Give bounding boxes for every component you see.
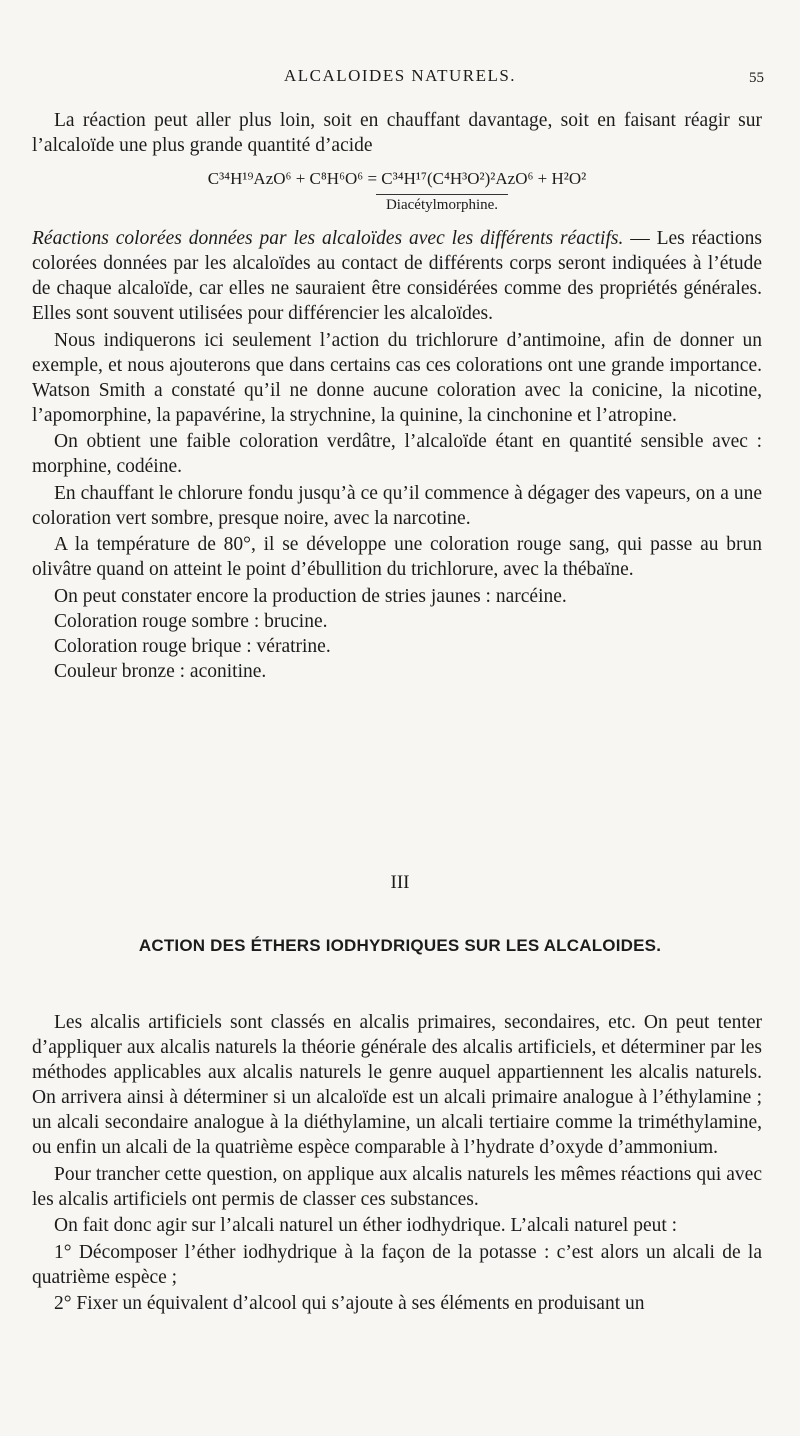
paragraph: Les alcalis artificiels sont classés en alcalis primaires, secondaires, etc. On peut tenter d’appliquer aux alcalis naturels la théorie générale des alcalis artificiels, et déterminer par les méthodes applicables aux alcalis naturels le genre auquel appartiennent les alcalis naturels. On arrivera ainsi à déterminer si un alcaloïde est un alcali primaire analogue à l’éthylamine ; un alcali secondaire analogue à la diéthylamine, un alcali tertiaire comme la triméthylamine, ou enfin un alcali de la quatrième espèce comparable à l’hydrate d’oxyde d’ammonium. [32, 1012, 762, 1158]
paragraph-body: — Les réactions colorées données par les alcaloïdes au contact de différents corps seront indiquées à l’étude de chaque alcaloïde, car elles ne sauraient être considérées comme des propriétés générales. Elles sont souvent utilisées pour différencier les alcaloïdes. [32, 228, 762, 324]
paragraph: La réaction peut aller plus loin, soit en chauffant davantage, soit en faisant réagir sur l’alcaloïde une plus grande quantité d’acide [32, 110, 762, 156]
section-number: III [390, 872, 410, 893]
list-line: Couleur bronze : aconitine. [54, 660, 267, 682]
paragraph: Pour trancher cette question, on applique aux alcalis naturels les mêmes réactions qui avec les alcalis artificiels ont permis de classer ces substances. [32, 1163, 762, 1210]
paragraph-heading: Réactions colorées données par les alcaloïdes avec les différents réactifs. [32, 228, 624, 249]
formula-label-text: Diacétylmorphine. [376, 194, 508, 213]
list-line: Coloration rouge sombre : brucine. [54, 610, 328, 632]
running-head: ALCALOIDES NATURELS. [283, 66, 517, 85]
section-title: ACTION DES ÉTHERS IODHYDRIQUES SUR LES ALCALOIDES. [138, 936, 662, 955]
list-line: On peut constater encore la production de stries jaunes : narcéine. [54, 585, 567, 607]
formula-label [122, 193, 762, 218]
paragraph: 1° Décomposer l’éther iodhydrique à la façon de la potasse : c’est alors un alcali de la quatrième espèce ; [32, 1241, 762, 1288]
chemical-formula: C³⁴H¹⁹AzO⁶ + C⁸H⁶O⁶ = C³⁴H¹⁷(C⁴H³O²)²AzO⁶ + H²O² [207, 169, 587, 188]
paragraph: 2° Fixer un équivalent d’alcool qui s’ajoute à ses éléments en produisant un [54, 1293, 645, 1314]
paragraph: En chauffant le chlorure fondu jusqu’à ce qu’il commence à dégager des vapeurs, on a une coloration vert sombre, presque noire, avec la narcotine. [32, 482, 762, 529]
text-block-bottom [32, 1010, 762, 1318]
page-number: 55 [749, 70, 764, 86]
paragraph: On obtient une faible coloration verdâtre, l’alcaloïde étant en quantité sensible avec : morphine, codéine. [32, 431, 762, 477]
paragraph: On fait donc agir sur l’alcali naturel un éther iodhydrique. L’alcali naturel peut : [54, 1215, 678, 1236]
text-block-top [32, 108, 762, 684]
list-line: Coloration rouge brique : vératrine. [54, 635, 331, 657]
paragraph-reactions [32, 226, 762, 326]
paragraph: Nous indiquerons ici seulement l’action du trichlorure d’antimoine, afin de donner un exemple, et nous ajouterons que dans certains cas ces colorations ont une grande importance. Watson Smith a constaté qu’il ne donne aucune coloration avec la conicine, la nicotine, l’apomorphine, la papavérine, la strychnine, la quinine, la cinchonine et l’atropine. [32, 329, 762, 426]
paragraph: A la température de 80°, il se développe une coloration rouge sang, qui passe au brun olivâtre quand on atteint le point d’ébullition du trichlorure, avec la thébaïne. [32, 534, 762, 580]
